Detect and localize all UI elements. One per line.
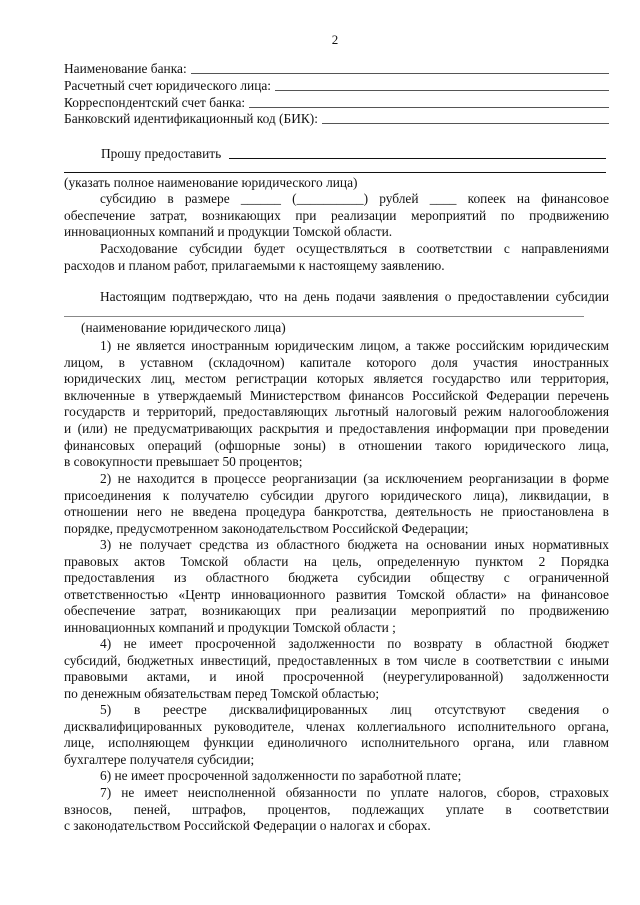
condition-6 — [64, 768, 609, 785]
condition-line: инновационных компаний и продукции Томской области ; — [64, 619, 396, 635]
account-blank — [275, 90, 609, 91]
page-number: 2 — [331, 32, 339, 47]
condition-line: обеспечение затрат, возникающих при реализации мероприятий по продвижению — [64, 603, 609, 619]
org-name-hint-2: (наименование юридического лица) — [81, 320, 286, 335]
condition-line: в совокупности превышает 50 процентов; — [64, 454, 303, 470]
condition-line: субсидий, бюджетных инвестиций, предоставленных в том числе в соответствии с иными — [64, 652, 609, 668]
bik-blank — [322, 123, 609, 124]
bank-name-field — [64, 61, 609, 77]
condition-line: взносов, пеней, штрафов, процентов, подлежащих уплате в соответствии — [64, 801, 609, 817]
subsidy-line: субсидию в размере ______ (__________) рублей ____ копеек на финансовое — [100, 191, 609, 206]
condition-4 — [64, 636, 609, 702]
condition-7 — [64, 785, 609, 835]
subsidy-line: инновационных компаний и продукции Томской области. — [64, 224, 393, 240]
condition-line: финансовых операций (офшорные зоны) в отношении такого юридического лица, — [64, 437, 609, 453]
account-field — [64, 78, 609, 94]
condition-1 — [64, 338, 609, 471]
request-prompt: Прошу предоставить — [101, 146, 222, 161]
expense-line: Расходование субсидии будет осуществляться в соответствии с направлениями — [100, 241, 609, 256]
condition-3 — [64, 537, 609, 637]
confirmation-intro — [64, 289, 609, 306]
org-name-line-2 — [64, 316, 584, 317]
account-label: Расчетный счет юридического лица: — [64, 78, 272, 93]
org-name-line — [64, 172, 606, 173]
condition-line: правовых актов Томской области на цель, определенную пунктом 2 Порядка — [64, 553, 609, 569]
condition-line: 4) не имеет просроченной задолженности по возврату в областной бюджет — [100, 636, 609, 651]
bank-name-label: Наименование банка: — [64, 61, 187, 76]
condition-line: 1) не является иностранным юридическим лицом, а также российским юридическим — [100, 338, 609, 353]
condition-line: 3) не получает средства из областного бюджета на основании иных нормативных — [100, 537, 609, 552]
bik-field — [64, 111, 609, 127]
condition-line: юридических лиц, местом регистрации которых является государство или территория, — [64, 371, 609, 387]
request-blank — [229, 158, 606, 159]
condition-line: с законодательством Российской Федерации о налогах и сборах. — [64, 818, 431, 834]
request-row — [101, 146, 606, 162]
condition-line: порядке, предусмотренном законодательством Российской Федерации; — [64, 520, 469, 536]
subsidy-line: обеспечение затрат, возникающих при реализации мероприятий по продвижению — [64, 207, 609, 223]
org-name-hint: (указать полное наименование юридического лица) — [64, 175, 358, 190]
condition-5 — [64, 702, 609, 768]
condition-line: предоставления из областного бюджета субсидии обществу с ограниченной — [64, 570, 609, 586]
condition-line: по денежным обязательствам перед Томской областью; — [64, 685, 380, 701]
bank-name-blank — [191, 73, 609, 74]
condition-line: ответственностью «Центр инновационного развития Томской области» на финансовое — [64, 586, 609, 602]
condition-line: присоединения к получателю субсидии другого юридического лица), ликвидации, в — [64, 487, 609, 503]
confirmation-intro-line: Настоящим подтверждаю, что на день подачи заявления о предоставлении субсидии — [100, 289, 609, 304]
condition-line: и (или) не предусматривающих раскрытия и предоставления информации при проведении — [64, 420, 609, 436]
condition-line: 7) не имеет неисполненной обязанности по уплате налогов, сборов, страховых — [100, 785, 609, 800]
condition-line: 6) не имеет просроченной задолженности по заработной плате; — [100, 768, 462, 783]
condition-line: бухгалтере получателя субсидии; — [64, 751, 255, 767]
bik-label: Банковский идентификационный код (БИК): — [64, 111, 318, 126]
corr-account-field — [64, 95, 609, 111]
corr-account-blank — [249, 107, 609, 108]
expense-line: расходов и планом работ, прилагаемыми к настоящему заявлению. — [64, 257, 445, 273]
condition-line: лице, исполняющем функции единоличного исполнительного органа, или главном — [64, 735, 609, 751]
subsidy-paragraph — [64, 191, 609, 241]
condition-line: 2) не находится в процессе реорганизации (за исключением реорганизации в форме — [100, 471, 609, 486]
condition-line: включенные в утверждаемый Министерством финансов Российской Федерации перечень — [64, 387, 609, 403]
condition-2 — [64, 471, 609, 537]
condition-line: лицом, в уставном (складочном) капитале которого доля участия иностранных — [64, 354, 609, 370]
condition-line: государств и территорий, предоставляющих льготный налоговый режим налогообложения — [64, 404, 609, 420]
expense-paragraph — [64, 241, 609, 274]
condition-line: дисквалифицированных руководителе, членах коллегиального исполнительного органа, — [64, 718, 609, 734]
condition-line: правовыми актами, и иной просроченной (неурегулированной) задолженности — [64, 669, 609, 685]
condition-line: отношении него не введена процедура банкротства, деятельность не приостановлена в — [64, 504, 609, 520]
condition-line: 5) в реестре дисквалифицированных лиц отсутствуют сведения о — [100, 702, 609, 717]
corr-account-label: Корреспондентский счет банка: — [64, 95, 246, 110]
